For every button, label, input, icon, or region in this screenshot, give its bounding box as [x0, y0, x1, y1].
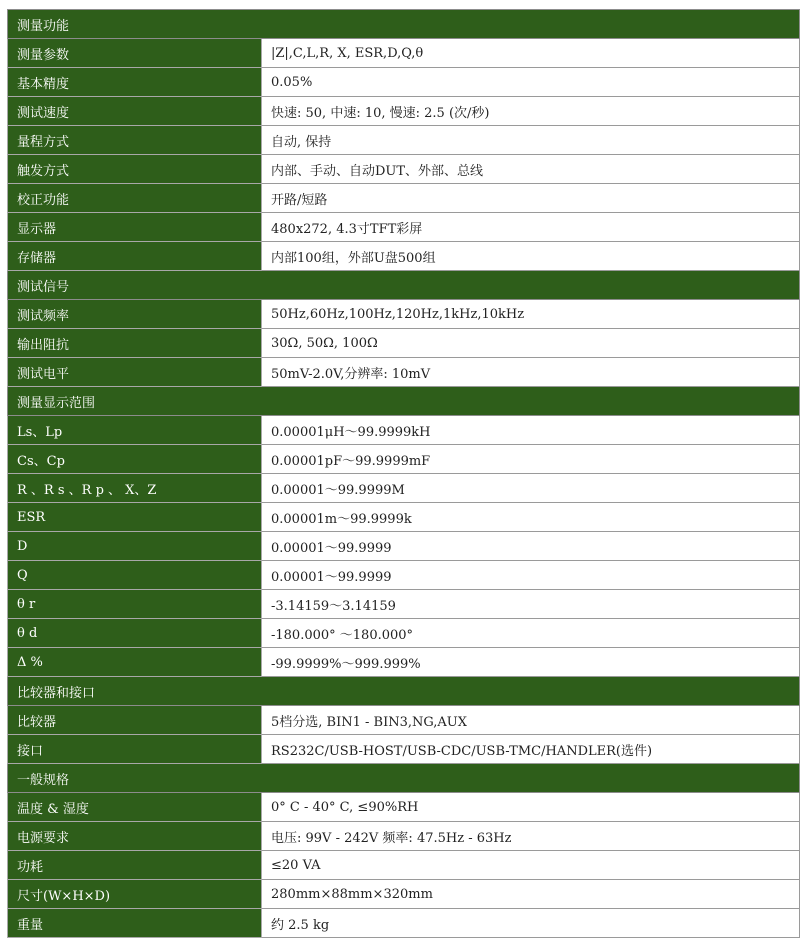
section-title: 测量功能 [8, 10, 800, 39]
spec-label: 电源要求 [8, 822, 262, 851]
spec-label: ESR [8, 503, 262, 532]
spec-value: 电压: 99V - 242V 频率: 47.5Hz - 63Hz [262, 822, 800, 851]
spec-value: 开路/短路 [262, 184, 800, 213]
spec-row [8, 474, 800, 503]
spec-value: -180.000° ～180.000° [262, 619, 800, 648]
spec-row [8, 532, 800, 561]
spec-label: θ d [8, 619, 262, 648]
spec-label: 功耗 [8, 851, 262, 880]
spec-value: 0.00001m～99.9999k [262, 503, 800, 532]
spec-value: 30Ω, 50Ω, 100Ω [262, 329, 800, 358]
spec-label: D [8, 532, 262, 561]
spec-value: 50Hz,60Hz,100Hz,120Hz,1kHz,10kHz [262, 300, 800, 329]
spec-label: 显示器 [8, 213, 262, 242]
spec-label: 尺寸(W×H×D) [8, 880, 262, 909]
section-header-row [8, 677, 800, 706]
spec-value: -99.9999%～999.999% [262, 648, 800, 677]
spec-label: Ls、Lp [8, 416, 262, 445]
spec-label: 测试频率 [8, 300, 262, 329]
spec-row [8, 503, 800, 532]
spec-label: Q [8, 561, 262, 590]
spec-row [8, 416, 800, 445]
spec-value: 0.00001μH～99.9999kH [262, 416, 800, 445]
spec-value: 280mm×88mm×320mm [262, 880, 800, 909]
spec-value: 0.00001pF～99.9999mF [262, 445, 800, 474]
spec-label: 存储器 [8, 242, 262, 271]
spec-label: θ r [8, 590, 262, 619]
spec-table-body [8, 10, 800, 938]
spec-value: 0.05% [262, 68, 800, 97]
spec-row [8, 909, 800, 938]
spec-label: Δ % [8, 648, 262, 677]
spec-row [8, 735, 800, 764]
spec-label: 测试速度 [8, 97, 262, 126]
spec-row [8, 126, 800, 155]
spec-row [8, 242, 800, 271]
spec-table [7, 9, 800, 938]
spec-row [8, 68, 800, 97]
spec-row [8, 97, 800, 126]
spec-row [8, 706, 800, 735]
spec-row [8, 445, 800, 474]
spec-value: 内部100组，外部U盘500组 [262, 242, 800, 271]
spec-row [8, 851, 800, 880]
spec-value: RS232C/USB-HOST/USB-CDC/USB-TMC/HANDLER(选件) [262, 735, 800, 764]
spec-row [8, 184, 800, 213]
spec-row [8, 39, 800, 68]
section-header-row [8, 271, 800, 300]
spec-value: 0° C - 40° C, ≤90%RH [262, 793, 800, 822]
spec-value: ≤20 VA [262, 851, 800, 880]
spec-label: Cs、Cp [8, 445, 262, 474]
section-title: 比较器和接口 [8, 677, 800, 706]
spec-label: 温度 & 湿度 [8, 793, 262, 822]
spec-label: 测量参数 [8, 39, 262, 68]
spec-row [8, 561, 800, 590]
section-header-row [8, 387, 800, 416]
spec-value: -3.14159～3.14159 [262, 590, 800, 619]
spec-row [8, 619, 800, 648]
spec-label: 校正功能 [8, 184, 262, 213]
spec-value: 50mV-2.0V,分辨率: 10mV [262, 358, 800, 387]
spec-value: 0.00001～99.9999 [262, 561, 800, 590]
spec-value: |Z|,C,L,R, X, ESR,D,Q,θ [262, 39, 800, 68]
spec-label: 量程方式 [8, 126, 262, 155]
spec-value: 5档分选, BIN1 - BIN3,NG,AUX [262, 706, 800, 735]
section-title: 一般规格 [8, 764, 800, 793]
spec-row [8, 300, 800, 329]
spec-row [8, 358, 800, 387]
spec-value: 0.00001～99.9999 [262, 532, 800, 561]
spec-label: 重量 [8, 909, 262, 938]
spec-row [8, 793, 800, 822]
spec-value: 内部、手动、自动DUT、外部、总线 [262, 155, 800, 184]
section-header-row [8, 764, 800, 793]
spec-value: 自动, 保持 [262, 126, 800, 155]
spec-label: 接口 [8, 735, 262, 764]
spec-label: 测试电平 [8, 358, 262, 387]
spec-value: 0.00001～99.9999M [262, 474, 800, 503]
spec-label: R 、R s 、R p 、 X、Z [8, 474, 262, 503]
section-header-row [8, 10, 800, 39]
spec-row [8, 329, 800, 358]
spec-row [8, 648, 800, 677]
section-title: 测试信号 [8, 271, 800, 300]
spec-value: 快速: 50, 中速: 10, 慢速: 2.5 (次/秒) [262, 97, 800, 126]
spec-value: 480x272, 4.3寸TFT彩屏 [262, 213, 800, 242]
section-title: 测量显示范围 [8, 387, 800, 416]
spec-row [8, 155, 800, 184]
spec-label: 输出阻抗 [8, 329, 262, 358]
spec-row [8, 822, 800, 851]
spec-row [8, 213, 800, 242]
spec-label: 触发方式 [8, 155, 262, 184]
spec-label: 基本精度 [8, 68, 262, 97]
spec-value: 约 2.5 kg [262, 909, 800, 938]
spec-row [8, 590, 800, 619]
spec-row [8, 880, 800, 909]
spec-label: 比较器 [8, 706, 262, 735]
